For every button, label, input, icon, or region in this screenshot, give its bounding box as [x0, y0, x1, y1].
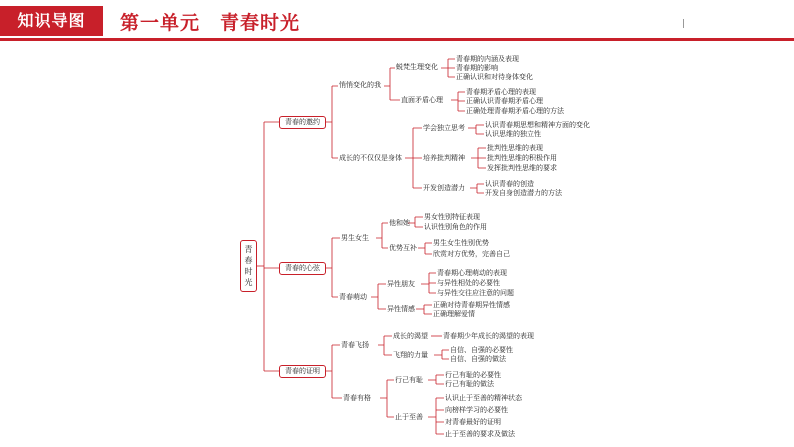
node-shengli-bianhua: 蜕梵生理变化 [396, 63, 438, 71]
leaf: 正确理解爱情 [433, 310, 475, 318]
leaf: 认识青春期思想和精神方面的变化 [485, 121, 590, 129]
leaf: 正确对待青春期异性情感 [433, 301, 510, 309]
leaf: 止于至善的要求及做法 [445, 430, 515, 438]
leaf: 对青春最好的证明 [445, 418, 501, 426]
node-yixing-qinggan: 异性情感 [387, 305, 415, 313]
leaf: 认识性别角色的作用 [424, 223, 487, 231]
leaf: 欣赏对方优势，完善自己 [433, 250, 510, 258]
node-ta-he-ta: 他和她 [389, 219, 410, 227]
node-chengzhang-kewang: 成长的渴望 [393, 332, 428, 340]
leaf: 行己有耻的必要性 [445, 371, 501, 379]
leaf: 正确处理青春期矛盾心理的方法 [466, 107, 564, 115]
node-chuangzao-qianli: 开发创造潜力 [423, 184, 465, 192]
node-qiaoqiao-bianhua: 悄悄变化的我 [339, 81, 381, 89]
leaf: 认识思维的独立性 [485, 130, 541, 138]
leaf: 青春期的影响 [456, 64, 498, 72]
unit-label: 第一单元 [120, 12, 201, 34]
leaf: 认识止于至善的精神状态 [445, 394, 522, 402]
leaf: 自信、自强的必要性 [450, 346, 513, 354]
node-youshi-hubu: 优势互补 [389, 244, 417, 252]
node-zhimian-maodun: 直面矛盾心理 [401, 96, 443, 104]
leaf: 男女性别特征表现 [424, 213, 480, 221]
branch-qingchun-yaoyue: 青春的邀约 [279, 116, 326, 129]
node-qingchun-mengdong: 青春萌动 [339, 293, 367, 301]
leaf: 向榜样学习的必要性 [445, 406, 508, 414]
node-duli-sikao: 学会独立思考 [423, 124, 465, 132]
leaf: 开发自身创造潜力的方法 [485, 189, 562, 197]
node-qingchun-youge: 青春有格 [343, 394, 371, 402]
leaf: 青春期矛盾心理的表现 [466, 88, 536, 96]
leaf: 认识青春的创造 [485, 180, 534, 188]
node-nansheng-nvsheng: 男生女生 [341, 234, 369, 242]
leaf: 青春期少年成长的渴望的表现 [443, 332, 534, 340]
node-chengzhang-shenti: 成长的不仅仅是身体 [339, 154, 402, 162]
leaf: 发挥批判性思维的要求 [487, 164, 557, 172]
node-feixiang-liliang: 飞翔的力量 [393, 351, 428, 359]
section-tag: 知识导图 [0, 6, 103, 36]
leaf: 青春期心理萌动的表现 [437, 269, 507, 277]
leaf: 正确认识和对待身体变化 [456, 73, 533, 81]
branch-qingchun-xinxian: 青春的心弦 [279, 262, 326, 275]
leaf: 与异性交往应注意的问题 [437, 289, 514, 297]
node-pipan-jingshen: 培养批判精神 [423, 154, 465, 162]
leaf: 青春期的内涵及表现 [456, 55, 519, 63]
leaf: 与异性相处的必要性 [437, 279, 500, 287]
unit-title: 青春时光 [220, 12, 301, 34]
leaf: 正确认识青春期矛盾心理 [466, 97, 543, 105]
node-qingchun-feiyang: 青春飞扬 [341, 341, 369, 349]
leaf: 男生女生性别优势 [433, 239, 489, 247]
leaf: 批判性思维的表现 [487, 144, 543, 152]
mindmap-root: 青春时光 [240, 240, 257, 292]
leaf: 自信、自强的做法 [450, 355, 506, 363]
node-zhiyu-zhishan: 止于至善 [395, 413, 423, 421]
leaf: 批判性思维的积极作用 [487, 154, 557, 162]
branch-qingchun-zhengming: 青春的证明 [279, 365, 326, 378]
node-yixing-pengyou: 异性朋友 [387, 280, 415, 288]
leaf: 行己有耻的做法 [445, 380, 494, 388]
node-xingji-youchi: 行己有耻 [395, 376, 423, 384]
